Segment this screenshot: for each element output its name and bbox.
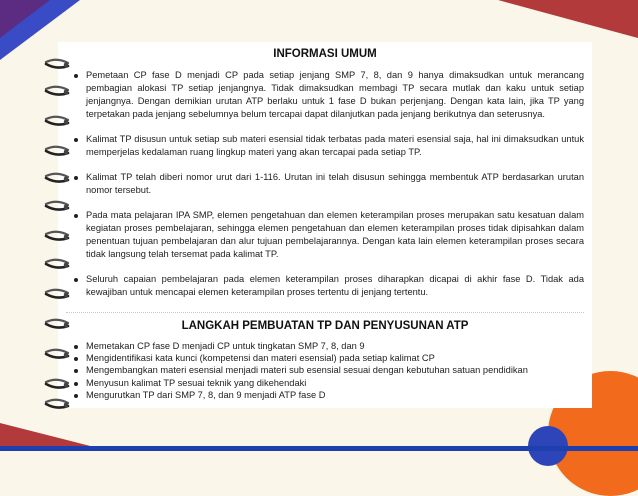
binding-ring-icon [44,348,70,362]
binding-ring-icon [44,398,70,412]
list-item: Mengurutkan TP dari SMP 7, 8, dan 9 menjadi ATP fase D [72,389,584,401]
binding-ring-icon [44,172,70,186]
list-item: Mengidentifikasi kata kunci (kompetensi dan materi esensial) pada setiap kalimat CP [72,352,584,364]
bottom-blue-bar [0,446,638,451]
binding-ring-icon [44,288,70,302]
spiral-binding [44,0,70,451]
section-divider [66,312,584,313]
corner-decoration-purple [0,0,50,38]
binding-ring-icon [44,378,70,392]
list-item: Menyusun kalimat TP sesuai teknik yang dikehendaki [72,377,584,389]
section-title-informasi-umum: INFORMASI UMUM [273,48,377,60]
corner-decoration-red-top [498,0,638,38]
list-item: Seluruh capaian pembelajaran pada elemen keterampilan proses diharapkan dicapai di akhir fase D. Tidak ada kewajiban untuk mencapai elemen keterampilan proses tertentu di jenjang tertentu. [72,273,584,299]
binding-ring-icon [44,230,70,244]
binding-ring-icon [44,200,70,214]
list-item: Pemetaan CP fase D menjadi CP pada setiap jenjang SMP 7, 8, dan 9 hanya dimaksudkan untuk merancang pembagian alokasi TP setiap jenjangnya. Tidak dimaksudkan membagi TP secara mutlak dan kaku untuk setiap jenjangnya. Dengan demikian urutan ATP berlaku untuk 1 fase D bukan perjenjang. Dengan kata lain, jika TP yang terpetakan pada jenjang sebelumnya belum tercapai dapat dilanjutkan pada jenjang berikutnya dan seterusnya. [72,69,584,121]
binding-ring-icon [44,145,70,159]
list-item: Kalimat TP disusun untuk setiap sub materi esensial tidak terbatas pada materi esensial saja, hal ini dimaksudkan untuk memperjelas kedalaman ruang lingkup materi yang akan tercapai pada setiap TP. [72,133,584,159]
general-info-list [72,69,584,311]
steps-list [72,340,584,401]
binding-ring-icon [44,258,70,272]
list-item: Kalimat TP telah diberi nomor urut dari 1-116. Urutan ini telah disusun sehingga membentuk ATP berdasarkan urutan nomor tersebut. [72,171,584,197]
binding-ring-icon [44,85,70,99]
list-item: Memetakan CP fase D menjadi CP untuk tingkatan SMP 7, 8, dan 9 [72,340,584,352]
binding-ring-icon [44,318,70,332]
binding-ring-icon [44,115,70,129]
list-item: Pada mata pelajaran IPA SMP, elemen pengetahuan dan elemen keterampilan proses merupakan satu kesatuan dalam kegiatan proses pembelajaran, sehingga elemen pengetahuan dan elemen keterampilan proses tidak dipisahkan dalam penentuan tujuan pembelajaran dan alur tujuan pembelajarannya. Dengan kata lain elemen keterampilan proses secara tidak langsung telah tersemat pada kalimat TP. [72,209,584,261]
binding-ring-icon [44,58,70,72]
section-title-langkah: LANGKAH PEMBUATAN TP DAN PENYUSUNAN ATP [181,320,469,332]
list-item: Mengembangkan materi esensial menjadi materi sub esensial sesuai dengan kebutuhan satuan pendidikan [72,364,584,376]
notebook-page [58,42,592,408]
